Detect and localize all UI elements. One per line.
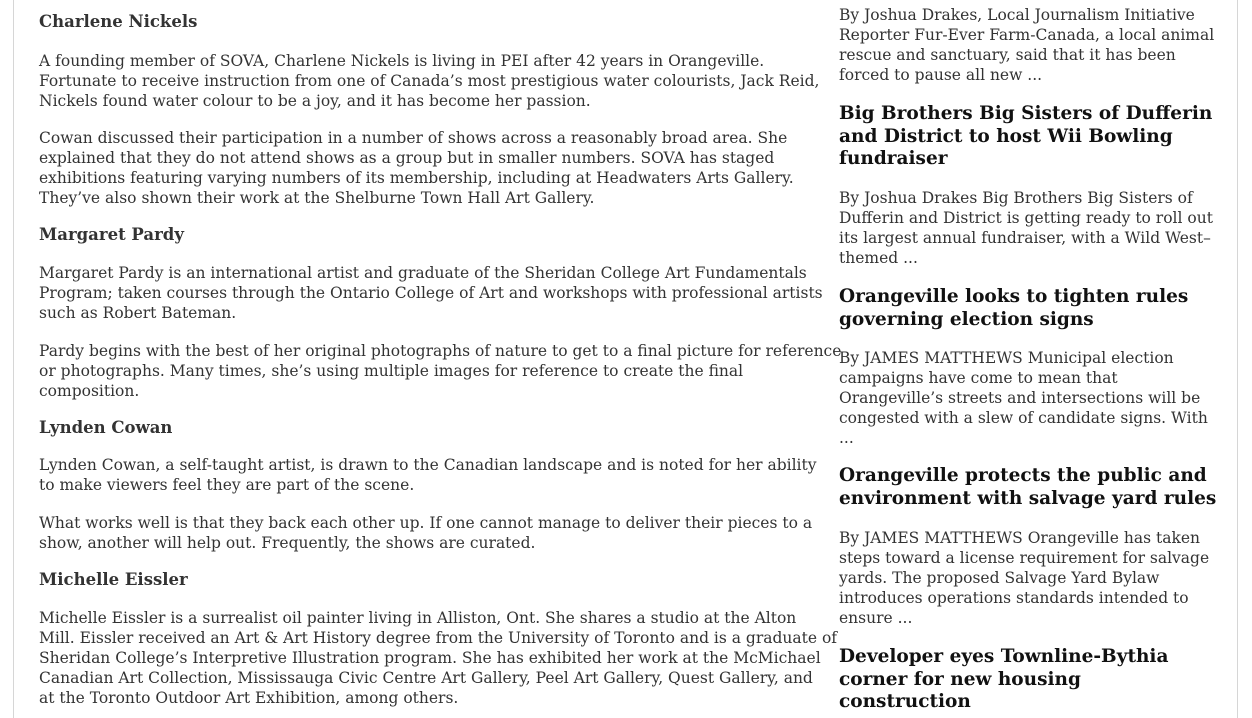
story-headline-link[interactable]: Orangeville looks to tighten rules governing election signs bbox=[839, 286, 1189, 330]
article-paragraph: What works well is that they back each other up. If one cannot manage to deliver their pieces to a show, another will help out. Frequently, the shows are curated. bbox=[39, 514, 813, 552]
article-paragraph: Margaret Pardy is an international artist and graduate of the Sheridan College Art Fundamentals Program; taken courses through the Ontario College of Art and workshops with professional artists such as Robert Bateman. bbox=[39, 264, 823, 322]
story-headline-link[interactable]: Developer eyes Townline-Bythia corner for new housing construction bbox=[839, 646, 1169, 712]
article-paragraph: A founding member of SOVA, Charlene Nickels is living in PEI after 42 years in Orangeville. Fortunate to receive instruction from one of Canada’s most prestigious water colourists, Jack Reid, Nickels found water colour to be a joy, and it has become her passion. bbox=[39, 52, 820, 110]
story-excerpt: By JAMES MATTHEWS Municipal election campaigns have come to mean that Orangeville’s streets and intersections will be congested with a slew of candidate signs. With ... bbox=[839, 349, 1208, 447]
article-paragraph: Lynden Cowan, a self-taught artist, is drawn to the Canadian landscape and is noted for her ability to make viewers feel they are part of the scene. bbox=[39, 456, 817, 494]
story-excerpt: By Joshua Drakes Big Brothers Big Sisters of Dufferin and District is getting ready to roll out its largest annual fundraiser, with a Wild West– themed ... bbox=[839, 189, 1213, 267]
article-paragraph: Michelle Eissler is a surrealist oil painter living in Alliston, Ont. She shares a studio at the Alton Mill. Eissler received an Art & Art History degree from the University of Toronto and is a graduate of Sheridan College’s Interpretive Illustration program. She has exhibited her work at the McMichael Canadian Art Collection, Mississauga Civic Centre Art Gallery, Peel Art Gallery, Quest Gallery, and at the Toronto Outdoor Art Exhibition, among others. bbox=[39, 609, 838, 707]
artist-name-heading: Margaret Pardy bbox=[39, 225, 184, 244]
artist-name-heading: Michelle Eissler bbox=[39, 570, 188, 589]
artist-name-heading: Lynden Cowan bbox=[39, 418, 173, 437]
article-paragraph: Pardy begins with the best of her original photographs of nature to get to a final picture for reference or photographs. Many times, she’s using multiple images for reference to create the final composition. bbox=[39, 342, 842, 400]
story-headline-link[interactable]: Big Brothers Big Sisters of Dufferin and District to host Wii Bowling fundraiser bbox=[839, 103, 1213, 169]
story-headline-link[interactable]: Orangeville protects the public and environment with salvage yard rules bbox=[839, 465, 1217, 509]
story-excerpt: By JAMES MATTHEWS Orangeville has taken steps toward a license requirement for salvage yards. The proposed Salvage Yard Bylaw introduces operations standards intended to ensure ... bbox=[839, 529, 1210, 627]
content-border-left bbox=[13, 0, 14, 718]
article-paragraph: Cowan discussed their participation in a number of shows across a reasonably broad area. She explained that they do not attend shows as a group but in smaller numbers. SOVA has staged exhibitions featuring varying numbers of its membership, including at Headwaters Arts Gallery. They’ve also shown their work at the Shelburne Town Hall Art Gallery. bbox=[39, 129, 794, 207]
story-excerpt: By Joshua Drakes, Local Journalism Initiative Reporter Fur-Ever Farm-Canada, a local animal rescue and sanctuary, said that it has been forced to pause all new ... bbox=[839, 6, 1215, 84]
content-border-right bbox=[1237, 0, 1238, 718]
artist-name-heading: Charlene Nickels bbox=[39, 12, 198, 31]
